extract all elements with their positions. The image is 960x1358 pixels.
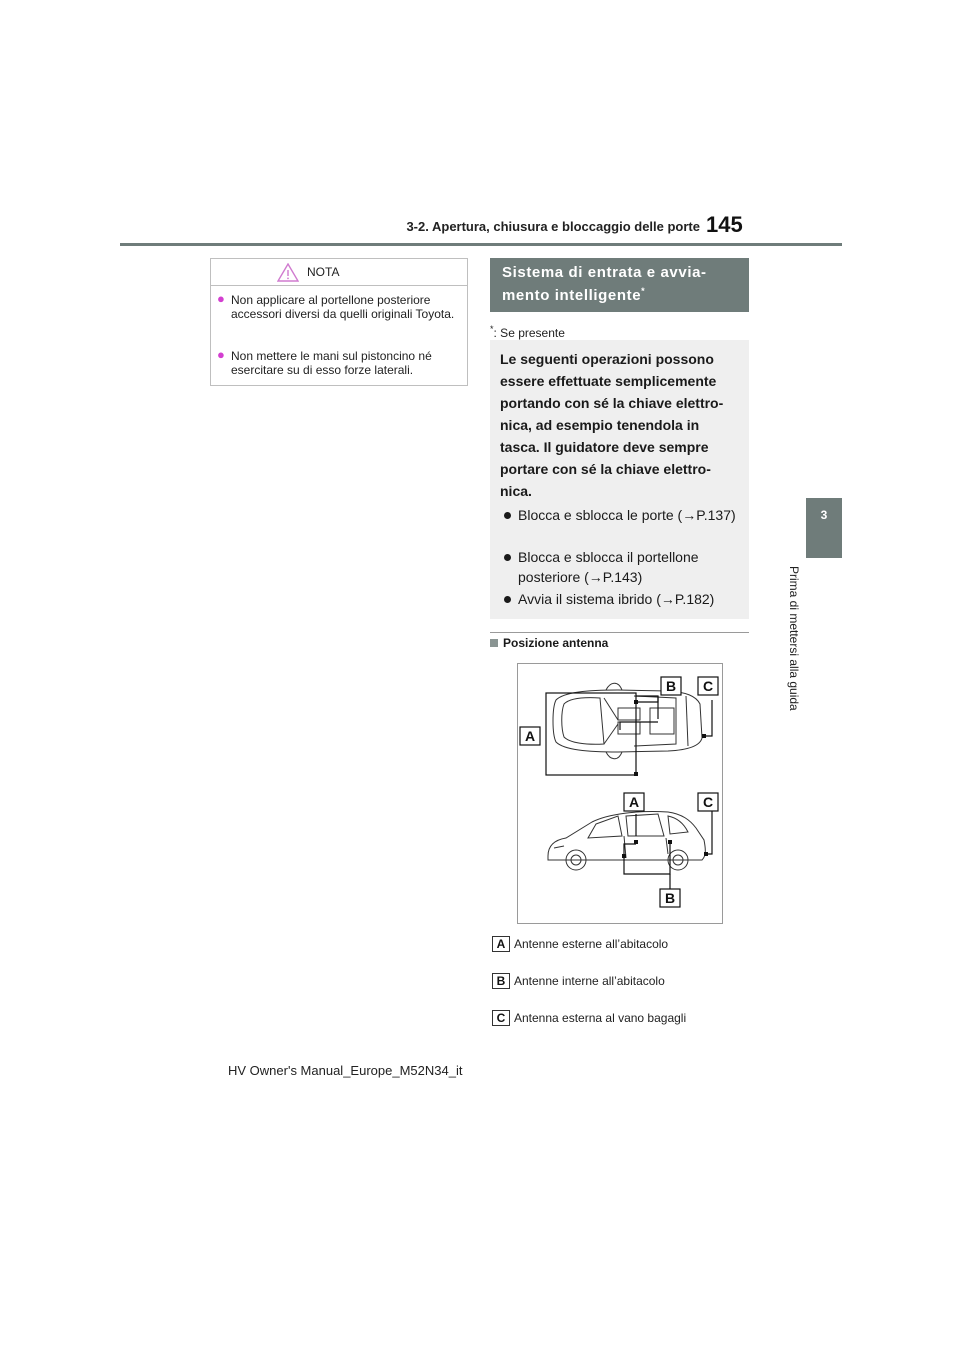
legend-key: A (492, 936, 510, 952)
bullet-dot-icon (504, 596, 511, 603)
car-diagram (518, 664, 722, 923)
intro-line: essere effettuate semplicemente (500, 373, 717, 389)
footer-doc-id: HV Owner's Manual_Europe_M52N34_it (228, 1063, 463, 1078)
intro-line: nica. (500, 483, 532, 499)
legend-item (492, 973, 752, 993)
info-box (490, 340, 749, 619)
bullet-text: Blocca e sblocca il portellone posteriore (→P.143) (518, 549, 699, 585)
nota-item-text: Non applicare al portellone posteriore accessori diversi da quelli originali Toyota. (231, 293, 455, 321)
label-b-text: B (665, 678, 677, 694)
legend-text: Antenne interne all’abitacolo (514, 974, 665, 988)
bullet-item (500, 505, 740, 525)
section-title-text: mento intelligente (502, 287, 642, 304)
label-c-text: C (702, 678, 714, 694)
antenna-diagram (517, 663, 723, 924)
label-a-top (520, 727, 540, 745)
nota-title: NOTA (307, 265, 340, 279)
nota-item (217, 293, 461, 321)
label-c-top (698, 677, 718, 695)
legend-key: C (492, 1010, 510, 1026)
bullet-text: Avvia il sistema ibrido (→P.182) (518, 591, 715, 607)
bullet-item (500, 547, 740, 587)
legend-item (492, 936, 752, 956)
bullet-dot-icon (504, 554, 511, 561)
legend-item (492, 1010, 752, 1030)
section-header: 3-2. Apertura, chiusura e bloccaggio delle porte (406, 219, 700, 234)
nota-item (217, 349, 461, 377)
chapter-tab: 3 (806, 498, 842, 558)
subsection-heading (490, 636, 608, 650)
label-b-top (661, 677, 681, 695)
chapter-label-vertical (783, 566, 807, 736)
nota-item-text: Non mettere le mani sul pistoncino né esercitare su di esso forze laterali. (231, 349, 432, 377)
label-c-text: C (702, 794, 714, 810)
nota-header (211, 259, 467, 286)
label-a-side (624, 793, 644, 811)
bullet-dot-icon (504, 512, 511, 519)
section-title-bar (490, 258, 749, 312)
label-b-text: B (664, 890, 676, 906)
header-rule (120, 243, 842, 246)
intro-line: portare con sé la chiave elettro- (500, 461, 711, 477)
bullet-item (500, 589, 740, 609)
label-a-text: A (628, 794, 640, 810)
square-bullet-icon (490, 639, 498, 647)
chapter-label: Prima di mettersi alla guida (787, 566, 801, 711)
footnote (490, 324, 565, 340)
intro-line: portando con sé la chiave elettro- (500, 395, 724, 411)
legend-text: Antenna esterna al vano bagagli (514, 1011, 687, 1025)
footnote-mark: * (490, 324, 494, 334)
label-a-text: A (524, 728, 536, 744)
section-title-line1: Sistema di entrata e avvia- (502, 264, 707, 281)
section-title-line2 (502, 286, 645, 304)
intro-line: nica, ad esempio tenendola in (500, 417, 700, 433)
car-side-view (548, 811, 705, 870)
subsection-rule (490, 632, 749, 633)
intro-line: tasca. Il guidatore deve sempre (500, 439, 709, 455)
page-number: 145 (706, 212, 743, 237)
legend-text: Antenne esterne all’abitacolo (514, 937, 669, 951)
intro-line: Le seguenti operazioni possono (500, 351, 714, 367)
footnote-text: : Se presente (493, 326, 565, 340)
label-b-side (660, 889, 680, 907)
bullet-dot-icon: ● (217, 291, 225, 306)
bullet-dot-icon: ● (217, 347, 225, 362)
warning-triangle-icon (277, 263, 299, 282)
subsection-heading-text: Posizione antenna (503, 636, 609, 650)
bullet-text: Blocca e sblocca le porte (→P.137) (518, 507, 736, 523)
title-footnote-mark: * (641, 286, 646, 296)
nota-box (210, 258, 468, 386)
legend-key: B (492, 973, 510, 989)
label-c-side (698, 793, 718, 811)
